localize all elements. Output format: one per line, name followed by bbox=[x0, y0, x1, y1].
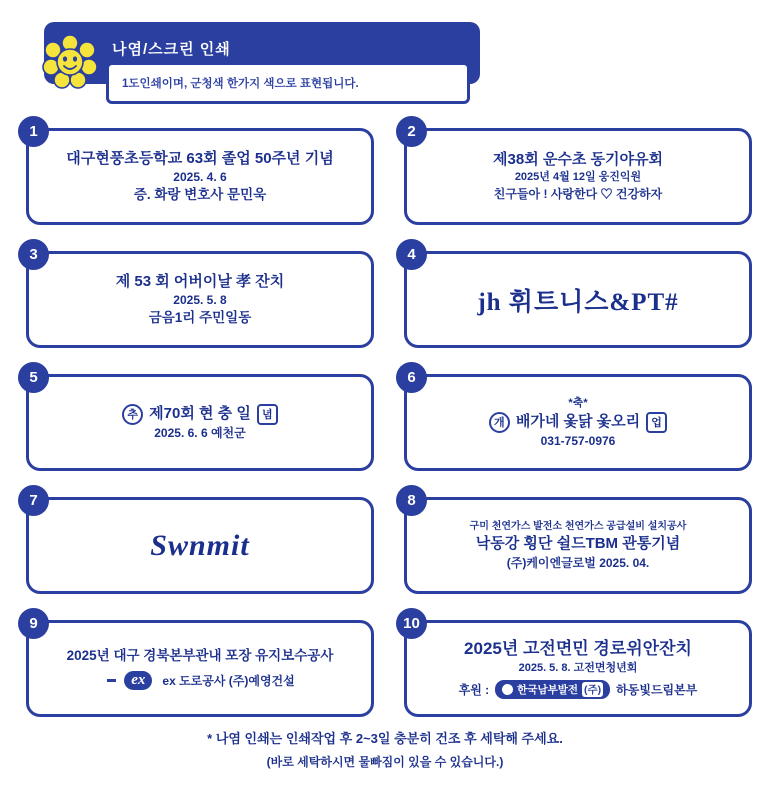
footer-note bbox=[0, 728, 770, 770]
sample-card-2[interactable] bbox=[396, 116, 752, 229]
card-line-1: 제70회 현 충 일 bbox=[149, 404, 251, 422]
stamp-right-icon: 념 bbox=[257, 404, 278, 425]
card-sponsor-label: 후원 : bbox=[458, 682, 490, 697]
card-line-2: 낙동강 횡단 쉴드TBM 관통기념 bbox=[475, 535, 681, 553]
sample-card-1[interactable] bbox=[18, 116, 374, 229]
card-line-3: 친구들아 ! 사랑한다 ♡ 건강하자 bbox=[493, 187, 663, 202]
card-line-3: 031-757-0976 bbox=[540, 433, 616, 448]
card-body bbox=[26, 374, 374, 471]
sample-card-5[interactable] bbox=[18, 362, 374, 475]
card-line-1: jh 휘트니스&PT# bbox=[477, 288, 679, 316]
card-line-3: 증. 화랑 변호사 문민욱 bbox=[133, 186, 267, 202]
dash-left-decoration bbox=[107, 679, 116, 682]
sponsor-name: 한국남부발전 bbox=[517, 684, 579, 697]
sample-card-7[interactable] bbox=[18, 485, 374, 598]
card-line-1: 구미 천연가스 발전소 천연가스 공급설비 설치공사 bbox=[469, 521, 687, 533]
sample-grid bbox=[18, 116, 752, 721]
card-line-2: 2025. 6. 6 예천군 bbox=[154, 425, 246, 440]
card-line-2: 배가네 옻닭 옻오리 bbox=[515, 412, 641, 430]
card-body bbox=[26, 251, 374, 348]
card-line-3: (주)케이엔글로벌 2025. 04. bbox=[506, 555, 650, 570]
card-number-badge: 8 bbox=[396, 485, 427, 516]
stamp-right-icon: 업 bbox=[646, 412, 667, 433]
card-body bbox=[404, 620, 752, 717]
card-body bbox=[404, 128, 752, 225]
sponsor-branch: 하동빛드림본부 bbox=[616, 682, 698, 697]
card-line-2: ex 도로공사 (주)예영건설 bbox=[162, 673, 295, 688]
print-sample-sheet bbox=[0, 16, 770, 786]
card-body bbox=[404, 251, 752, 348]
card-number-badge: 9 bbox=[18, 608, 49, 639]
card-body bbox=[26, 128, 374, 225]
footer-line-2: (바로 세탁하시면 물빠짐이 있을 수 있습니다.) bbox=[266, 755, 504, 769]
sample-card-6[interactable] bbox=[396, 362, 752, 475]
card-body bbox=[26, 620, 374, 717]
sample-card-8[interactable] bbox=[396, 485, 752, 598]
card-line-1: *축* bbox=[568, 396, 588, 409]
header-title: 나염/스크린 인쇄 bbox=[112, 41, 231, 58]
card-line-1: 대구현풍초등학교 63회 졸업 50주년 기념 bbox=[66, 149, 334, 167]
card-line-1: 2025년 고전면민 경로위안잔치 bbox=[464, 638, 692, 658]
card-number-badge: 3 bbox=[18, 239, 49, 270]
sample-card-4[interactable] bbox=[396, 239, 752, 352]
stamp-left-icon: 추 bbox=[122, 404, 143, 425]
card-line-2: 2025년 4월 12일 웅진익원 bbox=[514, 171, 642, 184]
card-body bbox=[26, 497, 374, 594]
card-logo-text: Swnmit bbox=[150, 528, 250, 562]
header-subtitle: 1도인쇄이며, 군청색 한가지 색으로 표현됩니다. bbox=[122, 78, 359, 90]
sample-card-10[interactable] bbox=[396, 608, 752, 721]
sponsor-dot-icon bbox=[502, 684, 513, 695]
sponsor-logo bbox=[495, 680, 610, 699]
sponsor-suffix: (주) bbox=[584, 684, 602, 697]
sample-card-3[interactable] bbox=[18, 239, 374, 352]
header bbox=[18, 16, 752, 88]
card-body bbox=[404, 374, 752, 471]
card-line-1: 제38회 운수초 동기야유회 bbox=[493, 151, 663, 168]
footer-line-1: * 나염 인쇄는 인쇄작업 후 2~3일 충분히 건조 후 세탁해 주세요. bbox=[207, 731, 563, 746]
card-number-badge: 2 bbox=[396, 116, 427, 147]
card-number-badge: 4 bbox=[396, 239, 427, 270]
ex-logo: ex bbox=[124, 671, 152, 690]
card-line-2: 2025. 5. 8 bbox=[173, 293, 227, 308]
card-number-badge: 6 bbox=[396, 362, 427, 393]
card-body bbox=[404, 497, 752, 594]
card-line-1: 제 53 회 어버이날 孝 잔치 bbox=[115, 272, 285, 290]
stamp-left-icon: 개 bbox=[489, 412, 510, 433]
card-line-2: 2025. 4. 6 bbox=[173, 170, 227, 185]
card-number-badge: 5 bbox=[18, 362, 49, 393]
card-number-badge: 10 bbox=[396, 608, 427, 639]
card-line-2: 2025. 5. 8. 고전면청년회 bbox=[518, 661, 638, 674]
sample-card-9[interactable] bbox=[18, 608, 374, 721]
flower-icon bbox=[42, 34, 98, 90]
card-number-badge: 7 bbox=[18, 485, 49, 516]
card-line-3: 금음1리 주민일동 bbox=[148, 309, 252, 325]
card-line-1: 2025년 대구 경북본부관내 포장 유지보수공사 bbox=[66, 647, 334, 663]
card-number-badge: 1 bbox=[18, 116, 49, 147]
